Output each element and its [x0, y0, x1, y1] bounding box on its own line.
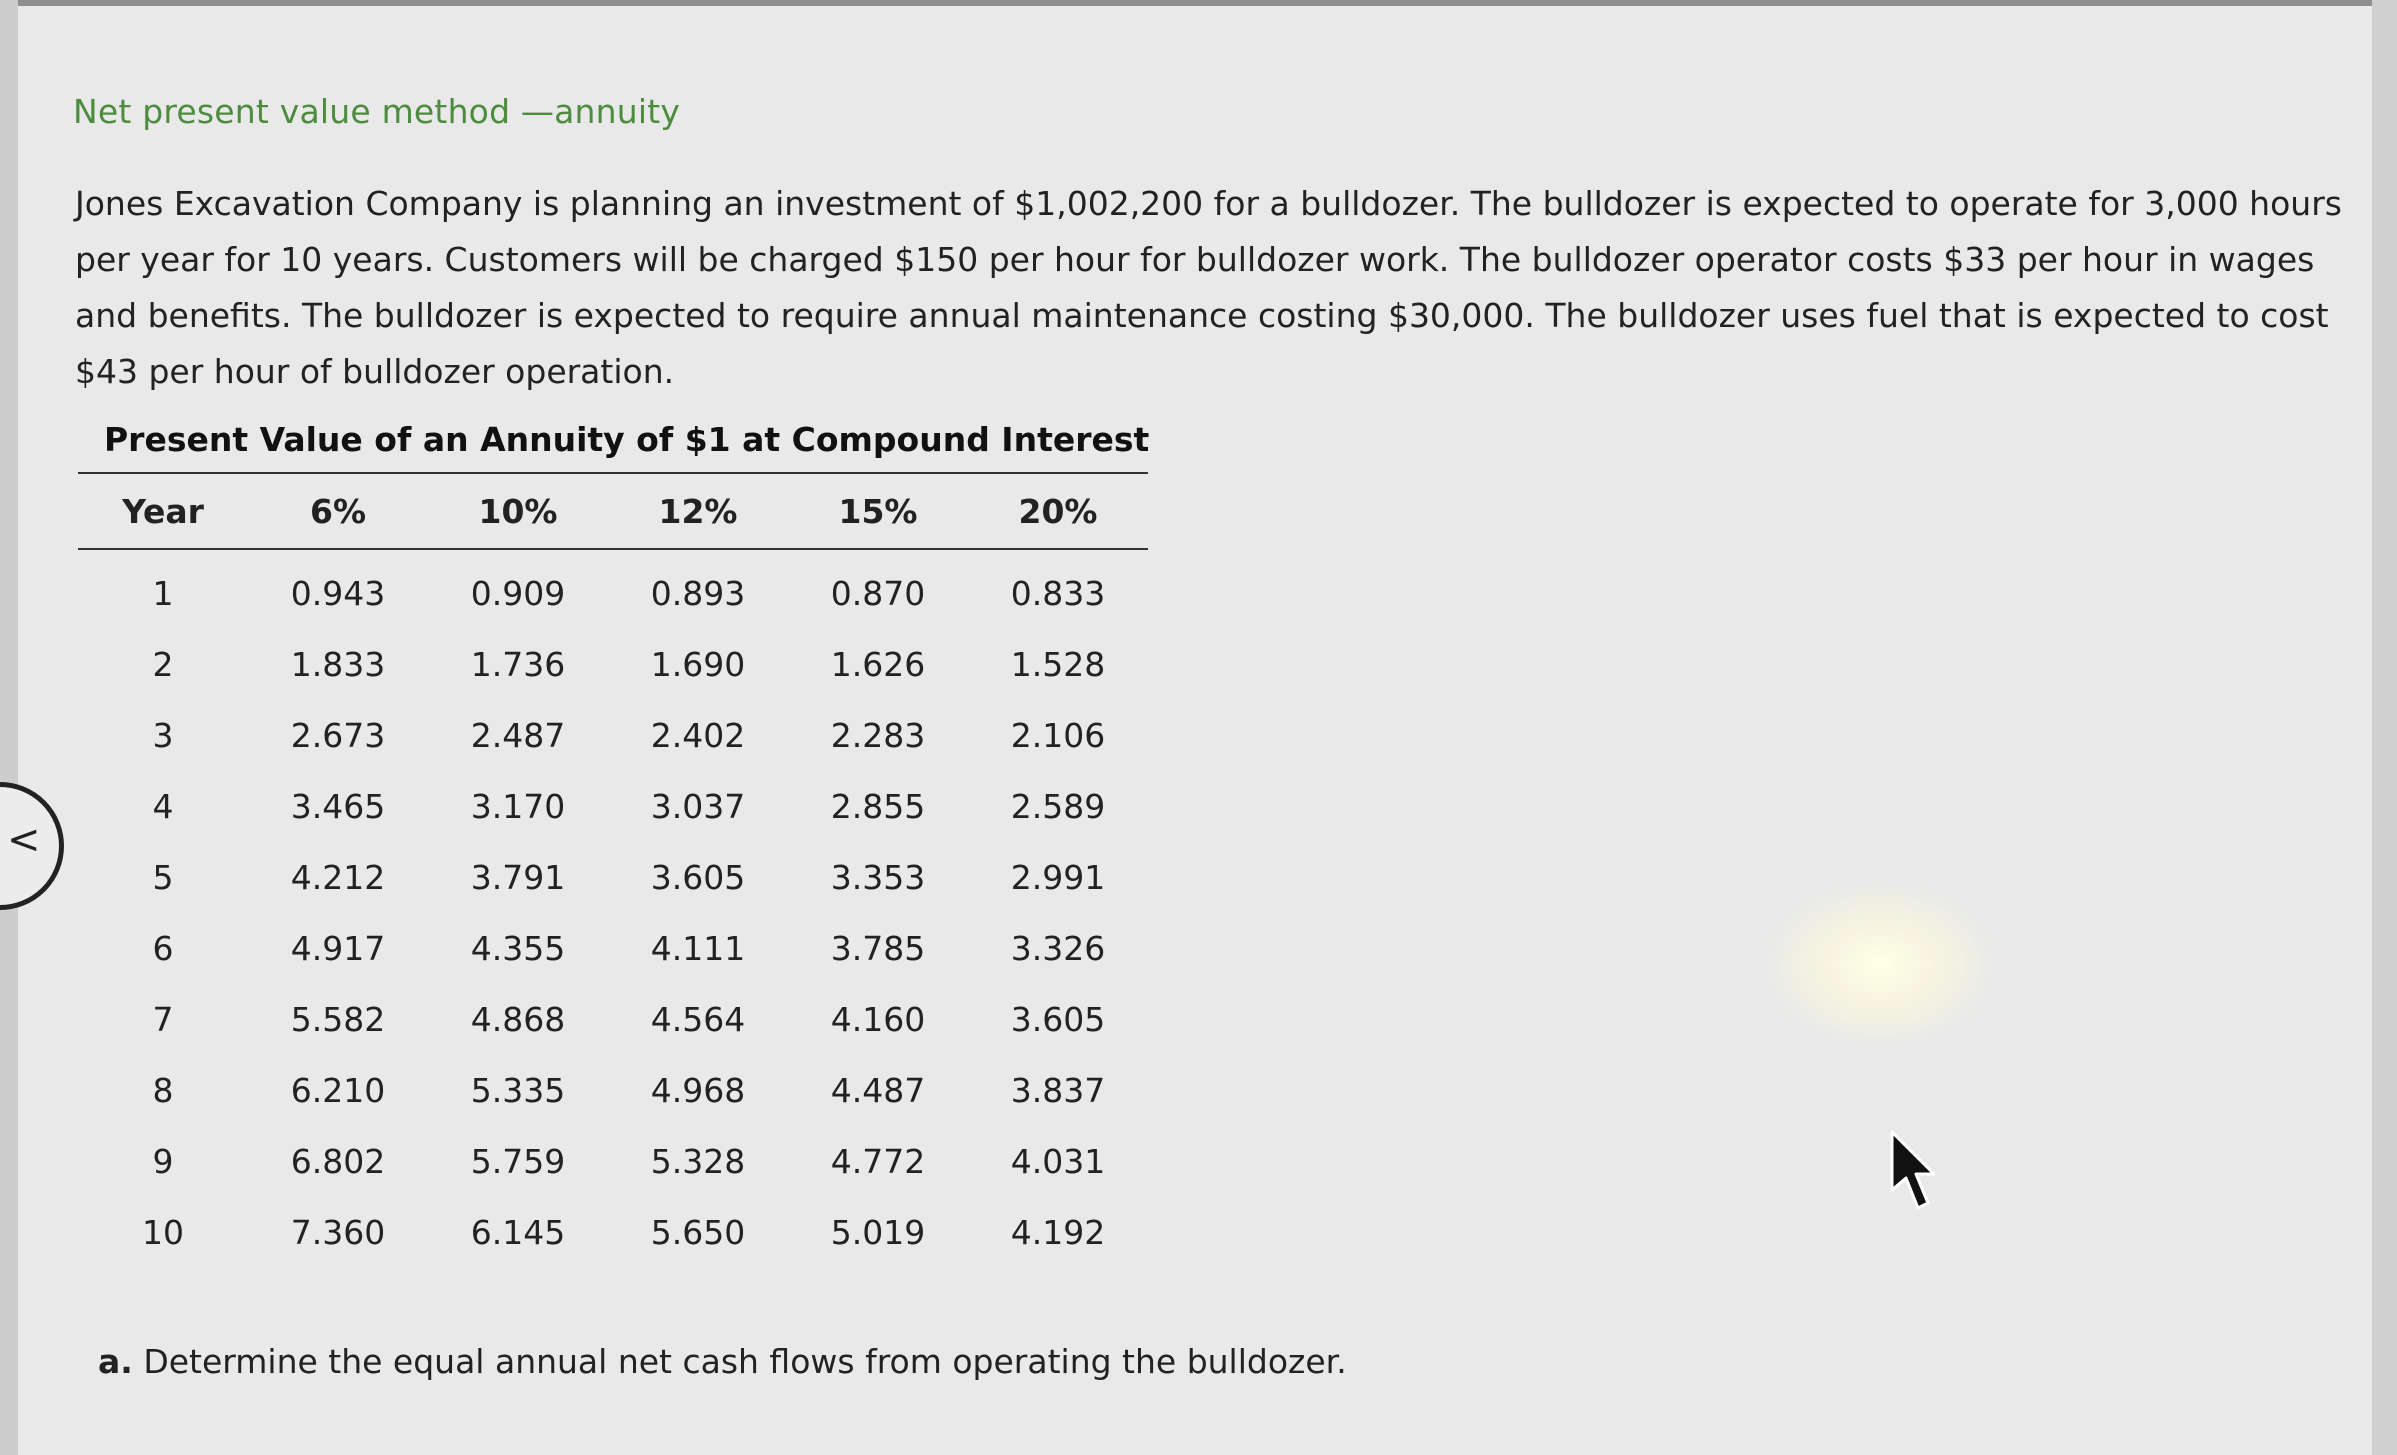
cell-year: 1: [152, 574, 174, 613]
table-row: [78, 700, 1148, 771]
right-bezel: [2372, 0, 2397, 1455]
top-edge: [0, 0, 2397, 6]
question-label: a.: [98, 1342, 133, 1381]
cell-rate-20pct: 3.605: [1010, 1000, 1106, 1039]
table-row: [78, 842, 1148, 913]
cell-rate-15pct: 3.785: [830, 929, 926, 968]
cell-rate-15pct: 4.487: [830, 1071, 926, 1110]
cell-rate-15pct: 1.626: [830, 645, 926, 684]
cell-rate-6pct: 4.212: [290, 858, 386, 897]
cell-rate-20pct: 2.991: [1010, 858, 1106, 897]
cell-rate-6pct: 0.943: [290, 574, 386, 613]
table-header-row: [78, 473, 1148, 549]
cell-rate-10pct: 2.487: [470, 716, 566, 755]
cell-rate-15pct: 5.019: [830, 1213, 926, 1252]
cell-rate-12pct: 0.893: [650, 574, 746, 613]
cell-rate-20pct: 3.837: [1010, 1071, 1106, 1110]
cell-rate-10pct: 0.909: [470, 574, 566, 613]
left-bezel: [0, 0, 18, 1455]
cell-rate-10pct: 4.868: [470, 1000, 566, 1039]
pv-annuity-table: [78, 472, 1148, 1268]
cell-rate-15pct: 4.160: [830, 1000, 926, 1039]
table-row: [78, 629, 1148, 700]
cell-rate-6pct: 6.210: [290, 1071, 386, 1110]
cell-rate-20pct: 4.031: [1010, 1142, 1106, 1181]
cell-rate-20pct: 4.192: [1010, 1213, 1106, 1252]
header-6pct: 6%: [248, 473, 428, 549]
cell-rate-6pct: 4.917: [290, 929, 386, 968]
table-row: [78, 913, 1148, 984]
cell-rate-12pct: 2.402: [650, 716, 746, 755]
table-row: [78, 1197, 1148, 1268]
cell-rate-20pct: 0.833: [1010, 574, 1106, 613]
cell-rate-15pct: 2.283: [830, 716, 926, 755]
cell-rate-6pct: 2.673: [290, 716, 386, 755]
side-nav-button[interactable]: [0, 782, 64, 910]
cell-year: 10: [142, 1213, 184, 1252]
cell-year: 7: [152, 1000, 174, 1039]
screen-glare: [1760, 880, 2000, 1050]
cell-rate-12pct: 3.605: [650, 858, 746, 897]
table-row: [78, 1055, 1148, 1126]
cell-rate-6pct: 6.802: [290, 1142, 386, 1181]
cell-year: 3: [152, 716, 174, 755]
cell-rate-10pct: 5.759: [470, 1142, 566, 1181]
cell-rate-10pct: 4.355: [470, 929, 566, 968]
cell-rate-6pct: 3.465: [290, 787, 386, 826]
cell-rate-10pct: 3.170: [470, 787, 566, 826]
cell-rate-15pct: 2.855: [830, 787, 926, 826]
cell-rate-20pct: 1.528: [1010, 645, 1106, 684]
cell-rate-12pct: 4.968: [650, 1071, 746, 1110]
cell-rate-10pct: 1.736: [470, 645, 566, 684]
table-row: [78, 984, 1148, 1055]
cell-rate-15pct: 3.353: [830, 858, 926, 897]
cell-year: 6: [152, 929, 174, 968]
cell-year: 9: [152, 1142, 174, 1181]
cell-rate-12pct: 3.037: [650, 787, 746, 826]
cell-rate-10pct: 5.335: [470, 1071, 566, 1110]
table-row: [78, 1126, 1148, 1197]
table-caption: Present Value of an Annuity of $1 at Compound Interest: [104, 420, 1150, 459]
header-20pct: 20%: [968, 473, 1148, 549]
question-text: Determine the equal annual net cash flows from operating the bulldozer.: [143, 1342, 1347, 1381]
cell-rate-20pct: 2.106: [1010, 716, 1106, 755]
header-year: Year: [78, 473, 248, 549]
cell-year: 2: [152, 645, 174, 684]
cell-rate-12pct: 4.564: [650, 1000, 746, 1039]
cell-rate-10pct: 6.145: [470, 1213, 566, 1252]
header-12pct: 12%: [608, 473, 788, 549]
cell-rate-10pct: 3.791: [470, 858, 566, 897]
cell-rate-6pct: 5.582: [290, 1000, 386, 1039]
problem-text: Jones Excavation Company is planning an investment of $1,002,200 for a bulldozer. The bulldozer is expected to operate for 3,000 hours per year for 10 years. Customers will be charged $150 per hour for bulldozer work. The bulldozer operator costs $33 per hour in wages and benefits. The bulldozer is expected to require annual maintenance costing $30,000. The bulldozer uses fuel that is expected to cost $43 per hour of bulldozer operation.: [75, 184, 2342, 391]
cell-rate-15pct: 4.772: [830, 1142, 926, 1181]
cell-rate-6pct: 7.360: [290, 1213, 386, 1252]
cell-rate-12pct: 5.650: [650, 1213, 746, 1252]
table-body: [78, 549, 1148, 1268]
header-10pct: 10%: [428, 473, 608, 549]
cell-rate-20pct: 2.589: [1010, 787, 1106, 826]
page-title: Net present value method —annuity: [73, 92, 681, 131]
header-15pct: 15%: [788, 473, 968, 549]
cell-rate-20pct: 3.326: [1010, 929, 1106, 968]
table-row: [78, 771, 1148, 842]
cell-rate-6pct: 1.833: [290, 645, 386, 684]
cell-rate-15pct: 0.870: [830, 574, 926, 613]
cell-rate-12pct: 1.690: [650, 645, 746, 684]
cell-year: 4: [152, 787, 174, 826]
cell-rate-12pct: 4.111: [650, 929, 746, 968]
cell-year: 5: [152, 858, 174, 897]
chevron-left-icon: <: [7, 817, 41, 863]
question-a: [98, 1342, 1347, 1381]
table-row: [78, 549, 1148, 629]
cell-rate-12pct: 5.328: [650, 1142, 746, 1181]
mouse-cursor-icon: [1888, 1128, 1948, 1218]
cell-year: 8: [152, 1071, 174, 1110]
